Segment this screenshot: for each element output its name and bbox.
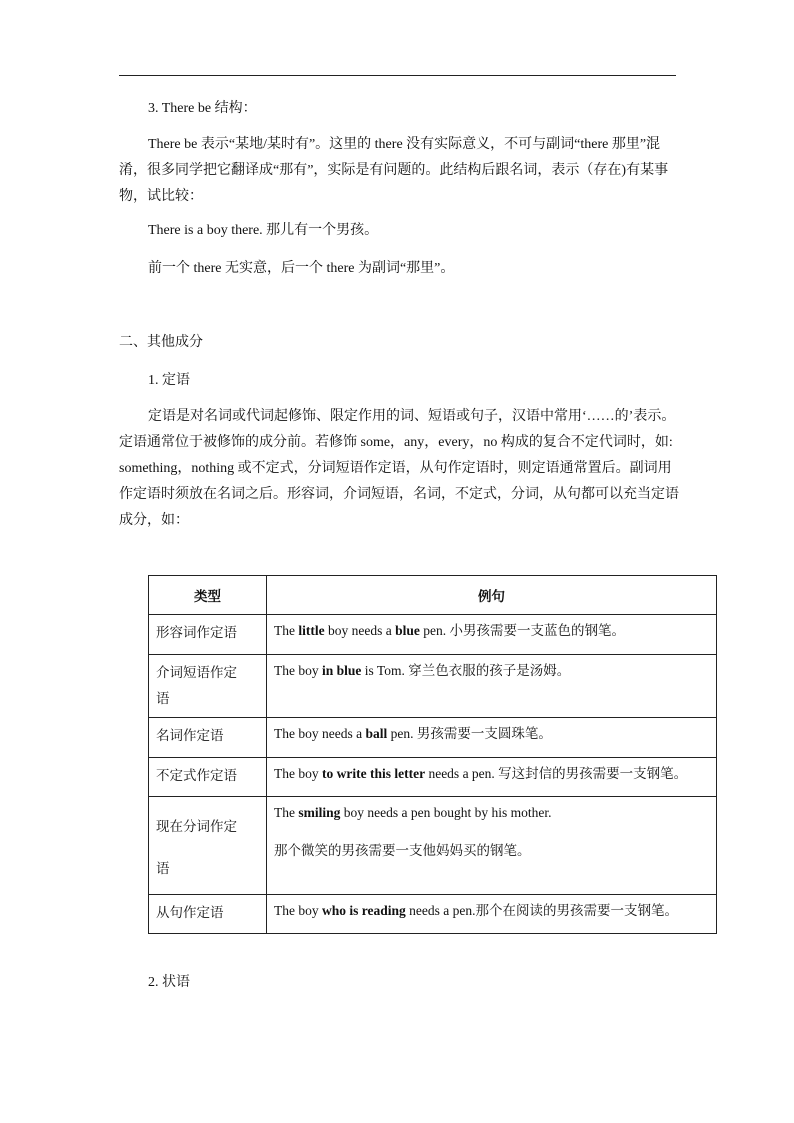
row-type: 从句作定语 bbox=[149, 895, 267, 934]
attribute-subheading: 1. 定语 bbox=[148, 373, 190, 388]
adverbial-subheading: 2. 状语 bbox=[148, 975, 190, 990]
header-example: 例句 bbox=[267, 576, 717, 615]
row-example: The smiling boy needs a pen bought by his mother. 那个微笑的男孩需要一支他妈妈买的钢笔。 bbox=[267, 797, 717, 895]
table-row bbox=[149, 615, 717, 655]
table-row bbox=[149, 718, 717, 758]
table-row bbox=[149, 797, 717, 895]
attribute-table bbox=[148, 575, 717, 934]
row-type: 不定式作定语 bbox=[149, 758, 267, 797]
there-be-note: 前一个 there 无实意，后一个 there 为副词“那里”。 bbox=[148, 261, 455, 276]
row-example: The boy who is reading needs a pen.那个在阅读的男孩需要一支钢笔。 bbox=[267, 895, 717, 934]
table-row bbox=[149, 758, 717, 797]
section-3-heading: 3. There be 结构： bbox=[148, 101, 257, 116]
row-example: The boy in blue is Tom. 穿兰色衣服的孩子是汤姆。 bbox=[267, 655, 717, 718]
row-example: The little boy needs a blue pen. 小男孩需要一支蓝色的钢笔。 bbox=[267, 615, 717, 655]
row-example: The boy to write this letter needs a pen. 写这封信的男孩需要一支钢笔。 bbox=[267, 758, 717, 797]
row-type: 介词短语作定语 bbox=[149, 655, 267, 718]
section-2-heading: 二、其他成分 bbox=[119, 335, 203, 350]
attribute-explanation: 定语是对名词或代词起修饰、限定作用的词、短语或句子，汉语中常用‘……的’表示。定语通常位于被修饰的成分前。若修饰 some，any，every，no 构成的复合不定代词时，如: something，nothing 或不定式，分词短语作定语，从句作定语时，则定语通常置后。副词用作定语时须放在名词之后。形容词，介词短语，名词，不定式，分词，从句都可以充当定语成分，如： bbox=[119, 409, 679, 528]
row-type: 形容词作定语 bbox=[149, 615, 267, 655]
table-row bbox=[149, 655, 717, 718]
row-type: 名词作定语 bbox=[149, 718, 267, 758]
there-be-explanation: There be 表示“某地/某时有”。这里的 there 没有实际意义，不可与副词“there 那里”混淆，很多同学把它翻译成“那有”，实际是有问题的。此结构后跟名词，表示（存在)有某事物，试比较： bbox=[119, 137, 669, 204]
header-rule bbox=[119, 75, 676, 76]
row-type: 现在分词作定语 bbox=[149, 797, 267, 895]
there-be-example: There is a boy there. 那儿有一个男孩。 bbox=[148, 223, 379, 238]
header-type: 类型 bbox=[149, 576, 267, 615]
row-example: The boy needs a ball pen. 男孩需要一支圆珠笔。 bbox=[267, 718, 717, 758]
table-row bbox=[149, 895, 717, 934]
table-header-row bbox=[149, 576, 717, 615]
